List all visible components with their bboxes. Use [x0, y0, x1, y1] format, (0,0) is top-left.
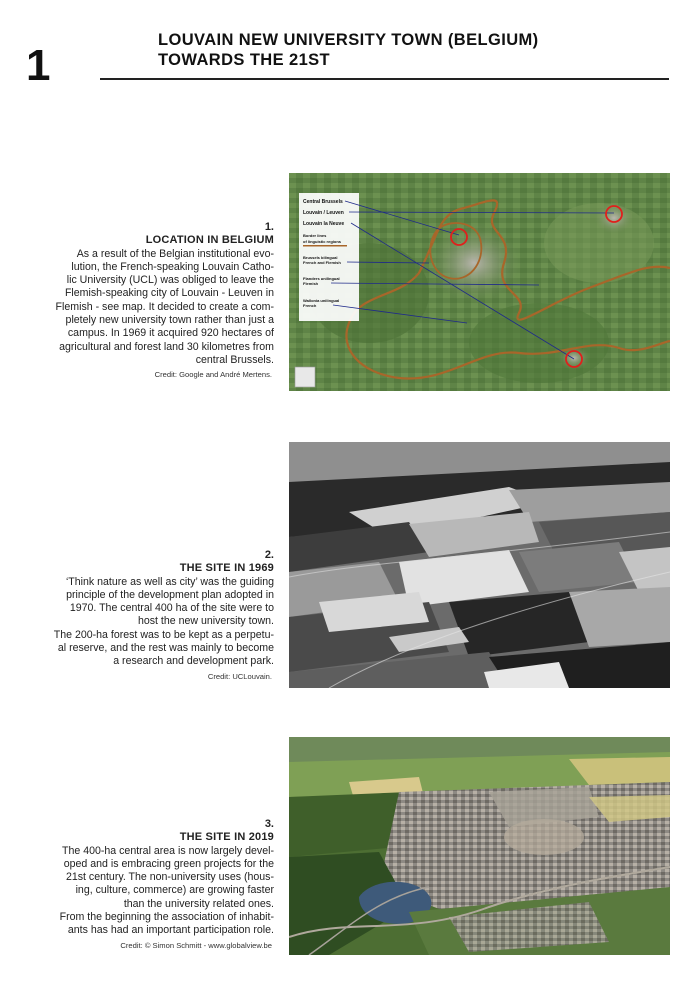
body-line: The 200-ha forest was to be kept as a perpetu- — [53, 628, 274, 641]
section-heading: THE SITE IN 1969 — [179, 562, 274, 575]
aerial-photo-2019 — [289, 737, 670, 955]
legend-brussels-bilingual-2: French and Flemish — [303, 260, 341, 265]
page-title — [158, 30, 658, 70]
location-map — [289, 173, 670, 391]
map-graphic — [289, 173, 670, 391]
body-line: than the university related ones. — [123, 897, 274, 910]
aerial-photo-graphic — [289, 737, 670, 955]
body-line: Flemish-speaking city of Louvain - Leuven in — [64, 287, 274, 300]
map-thumbnail — [295, 367, 315, 387]
body-line: lution, the French-speaking Louvain Catho- — [71, 260, 274, 273]
page-number: 1 — [26, 41, 51, 90]
body-line: host the new university town. — [137, 615, 274, 628]
body-line: The 400-ha central area is now largely devel- — [62, 844, 274, 857]
body-line: ‘Think nature as well as city’ was the guiding — [65, 575, 274, 588]
body-line: 1970. The central 400 ha of the site were to — [69, 602, 274, 615]
body-line: al reserve, and the rest was mainly to become — [57, 642, 274, 655]
body-line: central Brussels. — [195, 353, 274, 366]
legend-border-lines-2: of linguistic regions — [303, 239, 342, 244]
legend-border-lines: Border lines — [303, 233, 327, 238]
legend-louvain-la-neuve: Louvain la Neuve — [303, 221, 345, 227]
photo-credit: Credit: © Simon Schmitt - www.globalview.be — [120, 940, 272, 950]
legend-wallonia: Wallonia unilingual — [303, 298, 340, 303]
photo-credit: Credit: UCLouvain. — [207, 671, 272, 681]
page-title-line-2: TOWARDS THE 21ST — [158, 51, 331, 69]
body-line: oped and is embracing green projects for the — [63, 857, 274, 870]
section-body — [12, 248, 274, 368]
body-line: Flemish - see map. It decided to create a com- — [55, 300, 274, 313]
section-heading: LOCATION IN BELGIUM — [145, 234, 274, 247]
section-number: 3. — [264, 818, 274, 830]
section-site-1969 — [12, 549, 274, 682]
section-body — [12, 845, 274, 938]
section-site-2019 — [12, 818, 274, 951]
body-line: a research and development park. — [113, 655, 274, 668]
body-line: principle of the development plan adopted in — [66, 588, 274, 601]
legend-central-brussels: Central Brussels — [303, 199, 343, 205]
aerial-photo-1969 — [289, 442, 670, 688]
section-body — [12, 576, 274, 669]
body-line: pletely new university town rather than just a — [65, 314, 274, 327]
body-line: ants has had an important participation role. — [67, 924, 274, 937]
section-number: 1. — [264, 221, 274, 233]
legend-flanders-2: Flemish — [303, 281, 319, 286]
body-line: From the beginning the association of inhabit- — [59, 911, 274, 924]
legend-louvain-leuven: Louvain / Leuven — [303, 210, 344, 216]
body-line: ing, culture, commerce) are growing faster — [75, 884, 274, 897]
photo-credit: Credit: Google and André Mertens. — [154, 370, 272, 380]
body-line: lic University (UCL) was obliged to leave the — [66, 274, 274, 287]
section-location — [12, 221, 274, 380]
legend-brussels-bilingual: Brussels bilingual — [303, 255, 338, 260]
title-divider — [100, 78, 669, 80]
legend-wallonia-2: French — [303, 303, 317, 308]
legend-flanders: Flanders unilingual — [303, 276, 340, 281]
body-line: agricultural and forest land 30 kilometres from — [59, 340, 274, 353]
body-line: As a result of the Belgian institutional evo- — [76, 247, 274, 260]
section-heading: THE SITE IN 2019 — [179, 831, 274, 844]
body-line: 21st century. The non-university uses (hous- — [65, 871, 274, 884]
aerial-photo-graphic — [289, 442, 670, 688]
body-line: campus. In 1969 it acquired 920 hectares of — [67, 327, 274, 340]
section-number: 2. — [264, 549, 274, 561]
page-title-line-1: LOUVAIN NEW UNIVERSITY TOWN (BELGIUM) — [158, 31, 539, 49]
